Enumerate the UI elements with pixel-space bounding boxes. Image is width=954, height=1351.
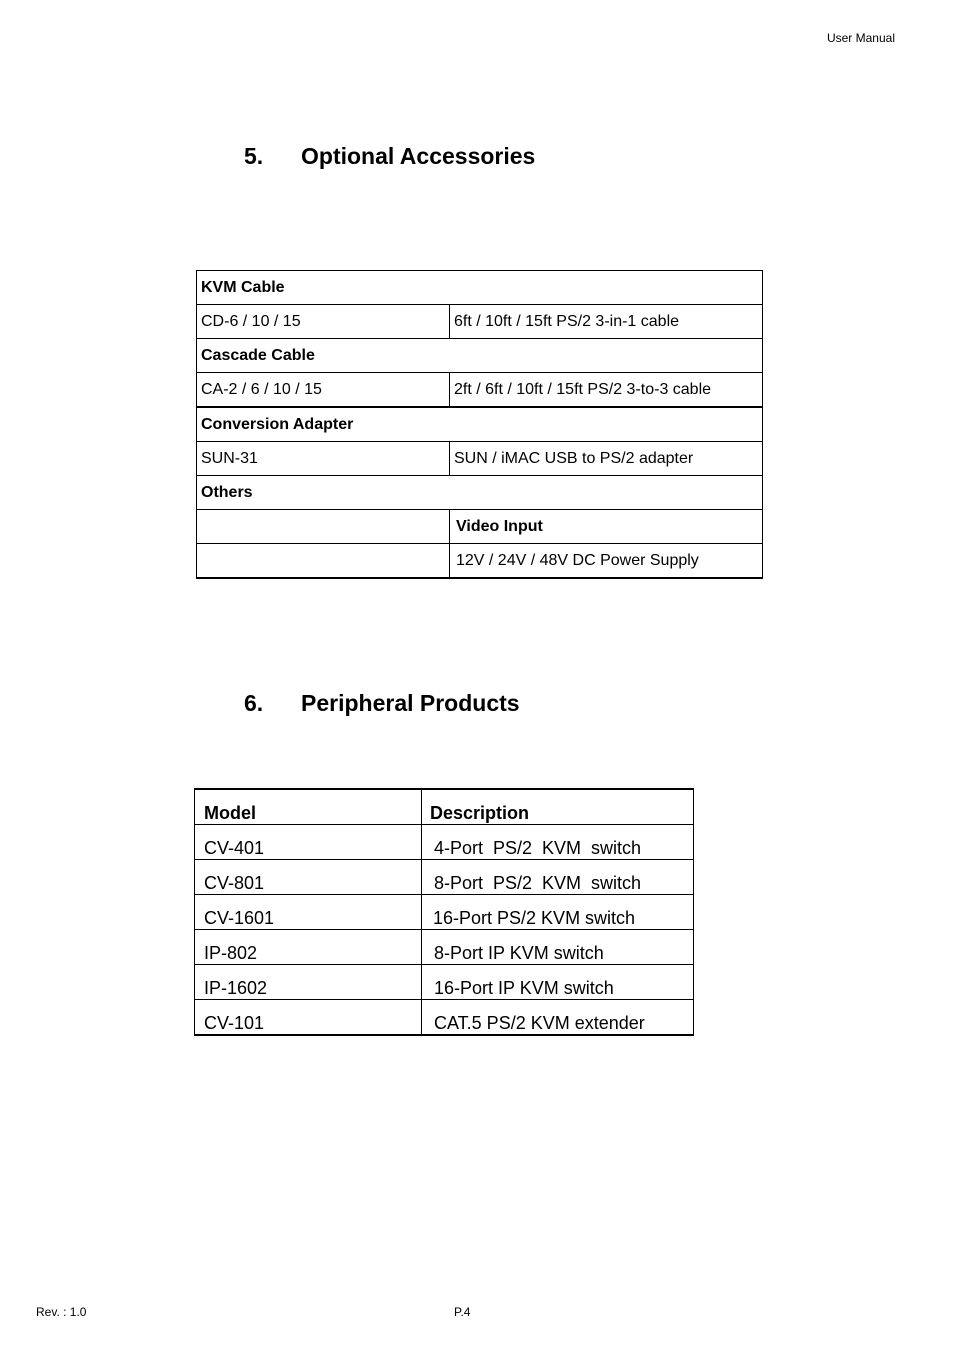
category-others: Others (197, 476, 763, 510)
column-header-model: Model (195, 789, 422, 825)
accessory-model (197, 544, 450, 579)
table-row (195, 930, 694, 965)
category-cascade-cable: Cascade Cable (197, 339, 763, 373)
accessory-row (197, 305, 763, 339)
footer-revision: Rev. : 1.0 (36, 1305, 87, 1319)
category-row (197, 271, 763, 305)
accessory-model: SUN-31 (197, 442, 450, 476)
product-description: 16-Port IP KVM switch (422, 965, 694, 1000)
category-row (197, 407, 763, 442)
accessory-row (197, 510, 763, 544)
category-row (197, 339, 763, 373)
table-row (195, 860, 694, 895)
section-title: Optional Accessories (301, 143, 536, 169)
table-row (195, 825, 694, 860)
section-title: Peripheral Products (301, 690, 520, 716)
product-model: IP-802 (195, 930, 422, 965)
document-label: User Manual (826, 31, 895, 45)
accessory-description: 6ft / 10ft / 15ft PS/2 3-in-1 cable (450, 305, 763, 339)
product-model: CV-401 (195, 825, 422, 860)
table-row (195, 965, 694, 1000)
accessory-model: CA-2 / 6 / 10 / 15 (197, 373, 450, 408)
accessory-model (197, 510, 450, 544)
section-number: 6. (244, 690, 264, 716)
product-model: IP-1602 (195, 965, 422, 1000)
product-description: 4-Port PS/2 KVM switch (422, 825, 694, 860)
accessory-description: 2ft / 6ft / 10ft / 15ft PS/2 3-to-3 cable (450, 373, 763, 408)
table-row (195, 1000, 694, 1036)
category-kvm-cable: KVM Cable (197, 271, 763, 305)
accessory-model: CD-6 / 10 / 15 (197, 305, 450, 339)
product-description: CAT.5 PS/2 KVM extender (422, 1000, 694, 1036)
category-conversion-adapter: Conversion Adapter (197, 407, 763, 442)
product-description: 8-Port IP KVM switch (422, 930, 694, 965)
column-header-description: Description (422, 789, 694, 825)
accessories-table (196, 270, 763, 579)
product-model: CV-1601 (195, 895, 422, 930)
category-row (197, 476, 763, 510)
section-number: 5. (244, 143, 264, 169)
table-header-row (195, 789, 694, 825)
accessory-row (197, 442, 763, 476)
product-description: 16-Port PS/2 KVM switch (422, 895, 694, 930)
accessory-description: SUN / iMAC USB to PS/2 adapter (450, 442, 763, 476)
product-model: CV-101 (195, 1000, 422, 1036)
accessory-description: 12V / 24V / 48V DC Power Supply (450, 544, 763, 579)
section-heading-peripherals (244, 690, 520, 717)
accessory-row (197, 544, 763, 579)
footer-page-number: P.4 (454, 1305, 471, 1319)
product-model: CV-801 (195, 860, 422, 895)
product-description: 8-Port PS/2 KVM switch (422, 860, 694, 895)
accessory-row (197, 373, 763, 408)
peripheral-table (194, 788, 694, 1036)
section-heading-accessories (244, 143, 535, 170)
table-row (195, 895, 694, 930)
accessory-description: Video Input (450, 510, 763, 544)
